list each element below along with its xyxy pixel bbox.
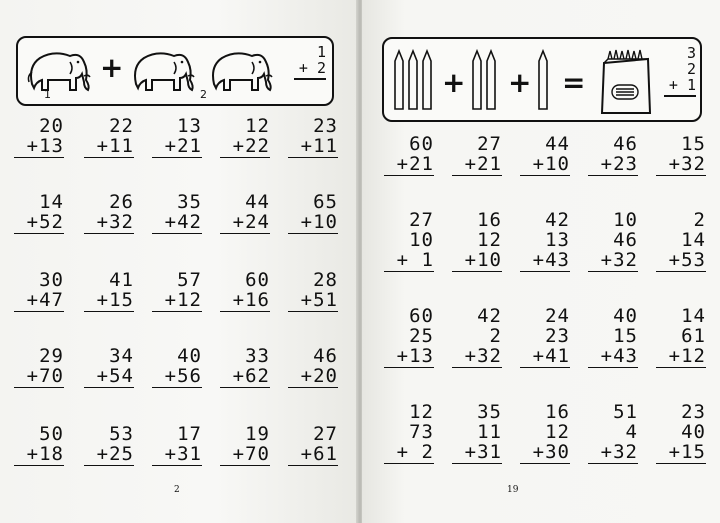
addition-problem — [588, 402, 638, 464]
addend: 44 — [545, 133, 570, 155]
addend: 12 — [545, 421, 570, 443]
addition-problem — [152, 346, 202, 388]
addend: 50 — [39, 423, 64, 445]
sum-rule — [384, 271, 434, 272]
sum-rule — [520, 463, 570, 464]
sum-rule — [14, 387, 64, 388]
sum-rule — [588, 175, 638, 176]
header-sum-line: 1 — [316, 43, 326, 61]
sum-rule — [520, 367, 570, 368]
plus-operator: + — [442, 66, 466, 99]
addend-with-plus: +56 — [164, 365, 202, 387]
addend-with-plus: +15 — [668, 441, 706, 463]
sum-rule — [14, 157, 64, 158]
addend-with-plus: +51 — [300, 289, 338, 311]
sum-rule — [288, 233, 338, 234]
addend-with-plus: +12 — [164, 289, 202, 311]
addition-problem — [656, 134, 706, 176]
addend: 65 — [313, 191, 338, 213]
elephant-label-1: 1 — [44, 88, 51, 101]
right-header-box — [382, 37, 702, 122]
addend: 16 — [477, 209, 502, 231]
addend: 42 — [477, 305, 502, 327]
addend-with-plus: +47 — [26, 289, 64, 311]
addend-with-plus: +15 — [96, 289, 134, 311]
addition-problem — [452, 210, 502, 272]
addition-problem — [520, 402, 570, 464]
addend-with-plus: +12 — [668, 345, 706, 367]
sum-rule — [384, 175, 434, 176]
sum-rule — [152, 311, 202, 312]
addend: 60 — [409, 133, 434, 155]
addition-problem — [14, 192, 64, 234]
addition-problem — [14, 424, 64, 466]
addend-with-plus: +32 — [600, 441, 638, 463]
addend-with-plus: +10 — [532, 153, 570, 175]
sum-rule — [288, 311, 338, 312]
sum-rule — [452, 463, 502, 464]
sum-rule — [152, 157, 202, 158]
header-sum-line: 2 — [686, 60, 696, 78]
addition-problem — [656, 402, 706, 464]
addition-problem — [84, 270, 134, 312]
addend: 11 — [477, 421, 502, 443]
addend-with-plus: +22 — [232, 135, 270, 157]
addend-with-plus: +32 — [96, 211, 134, 233]
addend-with-plus: +41 — [532, 345, 570, 367]
addend: 19 — [245, 423, 270, 445]
addition-problem — [220, 116, 270, 158]
sum-rule — [452, 367, 502, 368]
addition-problem — [656, 306, 706, 368]
sum-rule — [520, 175, 570, 176]
addend: 12 — [409, 401, 434, 423]
addition-problem — [288, 270, 338, 312]
addition-problem — [84, 424, 134, 466]
addend-with-plus: +70 — [232, 443, 270, 465]
sum-rule — [220, 157, 270, 158]
sum-rule — [588, 271, 638, 272]
addition-problem — [14, 116, 64, 158]
addend: 16 — [545, 401, 570, 423]
sum-rule — [656, 271, 706, 272]
addition-problem — [288, 346, 338, 388]
addend: 46 — [613, 133, 638, 155]
plus-operator: + — [100, 51, 124, 84]
addend: 41 — [109, 269, 134, 291]
addend: 10 — [409, 229, 434, 251]
addend: 51 — [613, 401, 638, 423]
sum-rule — [588, 367, 638, 368]
addition-problem — [84, 192, 134, 234]
header-sum-line: 3 — [686, 44, 696, 62]
addend: 60 — [409, 305, 434, 327]
addition-problem — [588, 134, 638, 176]
addition-problem — [384, 402, 434, 464]
sum-rule — [656, 175, 706, 176]
addend-with-plus: +52 — [26, 211, 64, 233]
addend: 13 — [177, 115, 202, 137]
addend: 29 — [39, 345, 64, 367]
addition-problem — [384, 306, 434, 368]
addend-with-plus: +32 — [464, 345, 502, 367]
addend: 25 — [409, 325, 434, 347]
sum-rule — [152, 387, 202, 388]
addend: 2 — [489, 325, 502, 347]
addend: 24 — [545, 305, 570, 327]
page-number-right: 19 — [507, 485, 519, 495]
addend-with-plus: +13 — [396, 345, 434, 367]
addend: 27 — [477, 133, 502, 155]
pencil-icon — [536, 47, 552, 115]
elephant-label-2: 2 — [200, 88, 207, 101]
sum-rule — [220, 311, 270, 312]
addend: 26 — [109, 191, 134, 213]
sum-rule — [84, 157, 134, 158]
sum-rule — [14, 311, 64, 312]
addend: 22 — [109, 115, 134, 137]
addend-with-plus: +31 — [164, 443, 202, 465]
elephant-icon — [204, 44, 276, 94]
addend: 40 — [613, 305, 638, 327]
pencil-icon — [470, 47, 500, 115]
sum-rule — [656, 463, 706, 464]
addition-problem — [520, 210, 570, 272]
addition-problem — [588, 210, 638, 272]
addition-problem — [14, 346, 64, 388]
addend-with-plus: +54 — [96, 365, 134, 387]
addend-with-plus: +24 — [232, 211, 270, 233]
addition-problem — [384, 210, 434, 272]
sum-rule — [520, 271, 570, 272]
addend: 61 — [681, 325, 706, 347]
addend-with-plus: +32 — [600, 249, 638, 271]
addend: 13 — [545, 229, 570, 251]
header-sum — [664, 45, 696, 97]
sum-rule — [588, 463, 638, 464]
addition-problem — [288, 424, 338, 466]
addition-problem — [220, 192, 270, 234]
addend-with-plus: +18 — [26, 443, 64, 465]
addend: 27 — [313, 423, 338, 445]
left-page — [0, 0, 358, 523]
addition-problem — [152, 116, 202, 158]
addend: 57 — [177, 269, 202, 291]
addend-with-plus: +20 — [300, 365, 338, 387]
addend: 44 — [245, 191, 270, 213]
sum-rule — [288, 387, 338, 388]
sum-rule — [14, 233, 64, 234]
addition-problem — [520, 306, 570, 368]
addition-problem — [520, 134, 570, 176]
addend: 20 — [39, 115, 64, 137]
sum-rule — [220, 465, 270, 466]
sum-rule — [152, 233, 202, 234]
addend: 23 — [545, 325, 570, 347]
addend: 12 — [477, 229, 502, 251]
addend-with-plus: +42 — [164, 211, 202, 233]
sum-rule — [84, 387, 134, 388]
sum-rule — [294, 78, 326, 80]
addend: 60 — [245, 269, 270, 291]
addition-problem — [14, 270, 64, 312]
sum-rule — [152, 465, 202, 466]
sum-rule — [656, 367, 706, 368]
addend: 2 — [693, 209, 706, 231]
addend-with-plus: +10 — [464, 249, 502, 271]
addition-problem — [452, 306, 502, 368]
addend: 4 — [625, 421, 638, 443]
sum-rule — [288, 465, 338, 466]
addend: 12 — [245, 115, 270, 137]
addend: 35 — [477, 401, 502, 423]
addend-with-plus: +53 — [668, 249, 706, 271]
plus-operator: + — [508, 66, 532, 99]
addition-problem — [84, 116, 134, 158]
elephant-icon — [126, 44, 198, 94]
header-sum — [294, 44, 326, 80]
sum-rule — [288, 157, 338, 158]
addition-problem — [220, 270, 270, 312]
addend: 42 — [545, 209, 570, 231]
addend-with-plus: +10 — [300, 211, 338, 233]
addend-with-plus: +13 — [26, 135, 64, 157]
addend: 53 — [109, 423, 134, 445]
equals-operator: = — [562, 66, 586, 99]
addend-with-plus: +21 — [464, 153, 502, 175]
addend: 40 — [177, 345, 202, 367]
addition-problem — [220, 424, 270, 466]
addend-with-plus: + 2 — [396, 441, 434, 463]
sum-rule — [14, 465, 64, 466]
addend-with-plus: +23 — [600, 153, 638, 175]
addend: 15 — [681, 133, 706, 155]
pencil-icon — [392, 47, 436, 115]
pencil-box-icon — [598, 45, 654, 117]
addend: 15 — [613, 325, 638, 347]
sum-rule — [384, 463, 434, 464]
addend: 40 — [681, 421, 706, 443]
addition-problem — [384, 134, 434, 176]
addend-with-plus: +21 — [396, 153, 434, 175]
addend-with-plus: +62 — [232, 365, 270, 387]
addend: 73 — [409, 421, 434, 443]
sum-rule — [84, 311, 134, 312]
addition-problem — [288, 192, 338, 234]
addend: 33 — [245, 345, 270, 367]
addend-with-plus: +43 — [600, 345, 638, 367]
header-sum-line: + 2 — [298, 59, 326, 77]
addend: 14 — [39, 191, 64, 213]
addition-problem — [288, 116, 338, 158]
sum-rule — [84, 465, 134, 466]
addend-with-plus: +31 — [464, 441, 502, 463]
addend-with-plus: +30 — [532, 441, 570, 463]
addition-problem — [452, 402, 502, 464]
addition-problem — [452, 134, 502, 176]
sum-rule — [384, 367, 434, 368]
sum-rule — [220, 233, 270, 234]
addition-problem — [588, 306, 638, 368]
elephant-icon — [24, 44, 92, 94]
addend: 30 — [39, 269, 64, 291]
addend: 14 — [681, 305, 706, 327]
sum-rule — [452, 175, 502, 176]
left-header-box — [16, 36, 334, 106]
addend: 14 — [681, 229, 706, 251]
addend: 46 — [313, 345, 338, 367]
page-number-left: 2 — [174, 485, 180, 495]
addend-with-plus: +43 — [532, 249, 570, 271]
addend: 23 — [681, 401, 706, 423]
addend-with-plus: +11 — [96, 135, 134, 157]
addend: 34 — [109, 345, 134, 367]
addition-problem — [152, 192, 202, 234]
addition-problem — [152, 270, 202, 312]
sum-rule — [664, 95, 696, 97]
sum-rule — [220, 387, 270, 388]
addend: 28 — [313, 269, 338, 291]
addend: 10 — [613, 209, 638, 231]
header-sum-line: + 1 — [668, 76, 696, 94]
addend-with-plus: +16 — [232, 289, 270, 311]
addition-problem — [84, 346, 134, 388]
addend: 35 — [177, 191, 202, 213]
addend-with-plus: +21 — [164, 135, 202, 157]
addend: 27 — [409, 209, 434, 231]
addend: 17 — [177, 423, 202, 445]
addend-with-plus: +32 — [668, 153, 706, 175]
addition-problem — [152, 424, 202, 466]
addend-with-plus: +70 — [26, 365, 64, 387]
sum-rule — [84, 233, 134, 234]
addend-with-plus: + 1 — [396, 249, 434, 271]
addend-with-plus: +25 — [96, 443, 134, 465]
addition-problem — [656, 210, 706, 272]
sum-rule — [452, 271, 502, 272]
addend: 46 — [613, 229, 638, 251]
addend-with-plus: +61 — [300, 443, 338, 465]
addition-problem — [220, 346, 270, 388]
addend-with-plus: +11 — [300, 135, 338, 157]
right-page — [362, 0, 720, 523]
addend: 23 — [313, 115, 338, 137]
